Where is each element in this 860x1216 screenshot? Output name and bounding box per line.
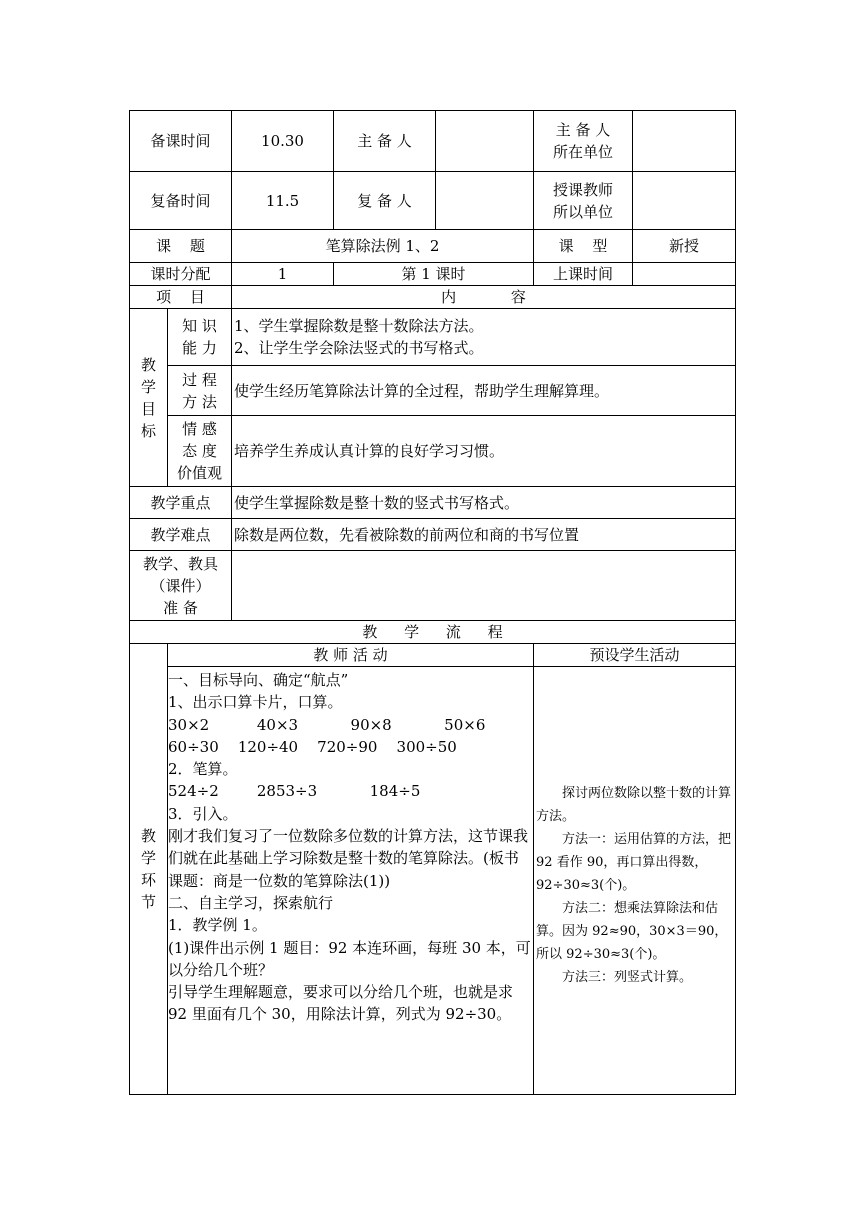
flow-section-char-3: 环 — [140, 871, 156, 889]
class-time-value — [633, 263, 736, 286]
row-key-point — [130, 487, 736, 519]
row-process — [130, 366, 736, 416]
objectives-char-4: 标 — [140, 421, 156, 440]
main-unit-label-line2: 所在单位 — [553, 143, 614, 161]
key-point-label: 教学重点 — [130, 487, 232, 519]
teacher-activity-content — [168, 667, 534, 1095]
teacher-line: 1．教学例 1。 — [168, 916, 267, 935]
lesson-plan — [129, 110, 735, 1095]
objectives-group-label — [130, 309, 168, 487]
lesson-plan-table — [129, 110, 736, 1095]
prep-time-label: 备课时间 — [130, 111, 232, 172]
content-label: 内 容 — [232, 286, 736, 309]
teacher-line: 1、出示口算卡片，口算。 — [168, 693, 343, 712]
emotion-text: 培养学生养成认真计算的良好学习习惯。 — [232, 416, 736, 487]
student-paragraph: 方法三：列竖式计算。 — [562, 970, 693, 985]
reviewer-value — [436, 172, 534, 230]
tools-label — [130, 551, 232, 621]
process-text: 使学生经历笔算除法计算的全过程，帮助学生理解算理。 — [232, 366, 736, 416]
teacher-line: 60÷30 120÷40 720÷90 300÷50 — [168, 737, 457, 756]
class-time-label: 上课时间 — [534, 263, 633, 286]
student-paragraph: 探讨两位数除以整十数的计算方法。 — [536, 786, 732, 824]
teacher-paragraph: (1)课件出示例 1 题目：92 本连环画，每班 30 本，可以分给几个班？ — [168, 938, 531, 979]
row-flow-header — [130, 644, 736, 667]
main-unit-label — [534, 111, 633, 172]
student-paragraph: 方法一：运用估算的方法，把 92 看作 90，再口算出得数，92÷30≈3(个)。 — [536, 832, 732, 893]
hours-label: 课时分配 — [130, 263, 232, 286]
teacher-line: 2．笔算。 — [168, 760, 238, 779]
teacher-line: 二、自主学习，探索航行 — [168, 893, 334, 912]
teacher-unit-label — [534, 172, 633, 230]
flow-section-label — [130, 644, 168, 1095]
main-unit-value — [633, 111, 736, 172]
main-unit-label-line1: 主 备 人 — [555, 121, 611, 139]
key-point-text: 使学生掌握除数是整十数的竖式书写格式。 — [232, 487, 736, 519]
teacher-line: 30×2 40×3 90×8 50×6 — [168, 715, 486, 734]
emotion-label-line3: 价值观 — [177, 464, 223, 482]
tools-text — [232, 551, 736, 621]
prep-time-value: 10.30 — [232, 111, 334, 172]
difficulty-label: 教学难点 — [130, 519, 232, 551]
knowledge-label-line2: 能 力 — [182, 339, 217, 357]
knowledge-label — [168, 309, 232, 366]
knowledge-label-line1: 知 识 — [182, 317, 217, 335]
review-time-label: 复备时间 — [130, 172, 232, 230]
hours-value: 1 — [232, 263, 334, 286]
row-hours — [130, 263, 736, 286]
teacher-unit-label-line1: 授课教师 — [553, 180, 614, 199]
objectives-char-3: 目 — [140, 399, 156, 418]
knowledge-text — [232, 309, 736, 366]
row-difficulty — [130, 519, 736, 551]
teacher-line: 524÷2 2853÷3 184÷5 — [168, 782, 421, 801]
flow-section-char-1: 教 — [140, 827, 156, 845]
tools-label-line2: （课件） — [150, 576, 211, 595]
type-label: 课 型 — [534, 230, 633, 263]
row-item-content — [130, 286, 736, 309]
teacher-line: 3．引入。 — [168, 804, 238, 823]
review-time-value: 11.5 — [232, 172, 334, 230]
student-activity-content — [534, 667, 736, 1095]
emotion-label-line2: 态 度 — [182, 442, 217, 460]
tools-label-line1: 教学、教具 — [143, 554, 219, 573]
row-topic — [130, 230, 736, 263]
topic-value: 笔算除法例 1、2 — [232, 230, 534, 263]
emotion-label — [168, 416, 232, 487]
row-flow-title — [130, 621, 736, 644]
flow-section-char-2: 学 — [140, 849, 156, 867]
tools-label-line3: 准 备 — [163, 598, 198, 617]
row-flow-body — [130, 667, 736, 1095]
student-paragraph: 方法二：想乘法算除法和估算。因为 92≈90，30×3＝90，所以 92÷30≈3(个)。 — [536, 901, 728, 962]
lesson-number: 第 1 课时 — [334, 263, 534, 286]
teacher-line: 一、目标导向、确定“航点” — [168, 671, 349, 689]
teacher-paragraph: 刚才我们复习了一位数除多位数的计算方法，这节课我们就在此基础上学习除数是整十数的笔算除法。(板书课题：商是一位数的笔算除法(1)) — [168, 827, 529, 890]
teacher-unit-label-line2: 所以单位 — [553, 202, 614, 221]
row-prep — [130, 111, 736, 172]
student-activity-header: 预设学生活动 — [534, 644, 736, 667]
objectives-char-2: 学 — [140, 377, 156, 396]
process-label — [168, 366, 232, 416]
topic-label: 课 题 — [130, 230, 232, 263]
row-review — [130, 172, 736, 230]
objectives-char-1: 教 — [140, 355, 156, 374]
process-label-line2: 方 法 — [182, 392, 217, 411]
difficulty-text: 除数是两位数，先看被除数的前两位和商的书写位置 — [232, 519, 736, 551]
teacher-paragraph: 引导学生理解题意，要求可以分给几个班，也就是求 92 里面有几个 30，用除法计算，列式为 92÷30。 — [168, 983, 514, 1024]
row-knowledge — [130, 309, 736, 366]
emotion-label-line1: 情 感 — [182, 420, 217, 438]
teacher-unit-value — [633, 172, 736, 230]
process-label-line1: 过 程 — [182, 370, 217, 389]
type-value: 新授 — [633, 230, 736, 263]
main-preparer-value — [436, 111, 534, 172]
knowledge-text-line2: 2、让学生学会除法竖式的书写格式。 — [234, 339, 484, 357]
row-tools — [130, 551, 736, 621]
main-preparer-label: 主 备 人 — [334, 111, 436, 172]
knowledge-text-line1: 1、学生掌握除数是整十数除法方法。 — [234, 317, 484, 335]
row-emotion — [130, 416, 736, 487]
reviewer-label: 复 备 人 — [334, 172, 436, 230]
item-label: 项 目 — [130, 286, 232, 309]
flow-section-char-4: 节 — [140, 893, 156, 911]
teacher-activity-header: 教 师 活 动 — [168, 644, 534, 667]
flow-title: 教 学 流 程 — [130, 621, 736, 644]
